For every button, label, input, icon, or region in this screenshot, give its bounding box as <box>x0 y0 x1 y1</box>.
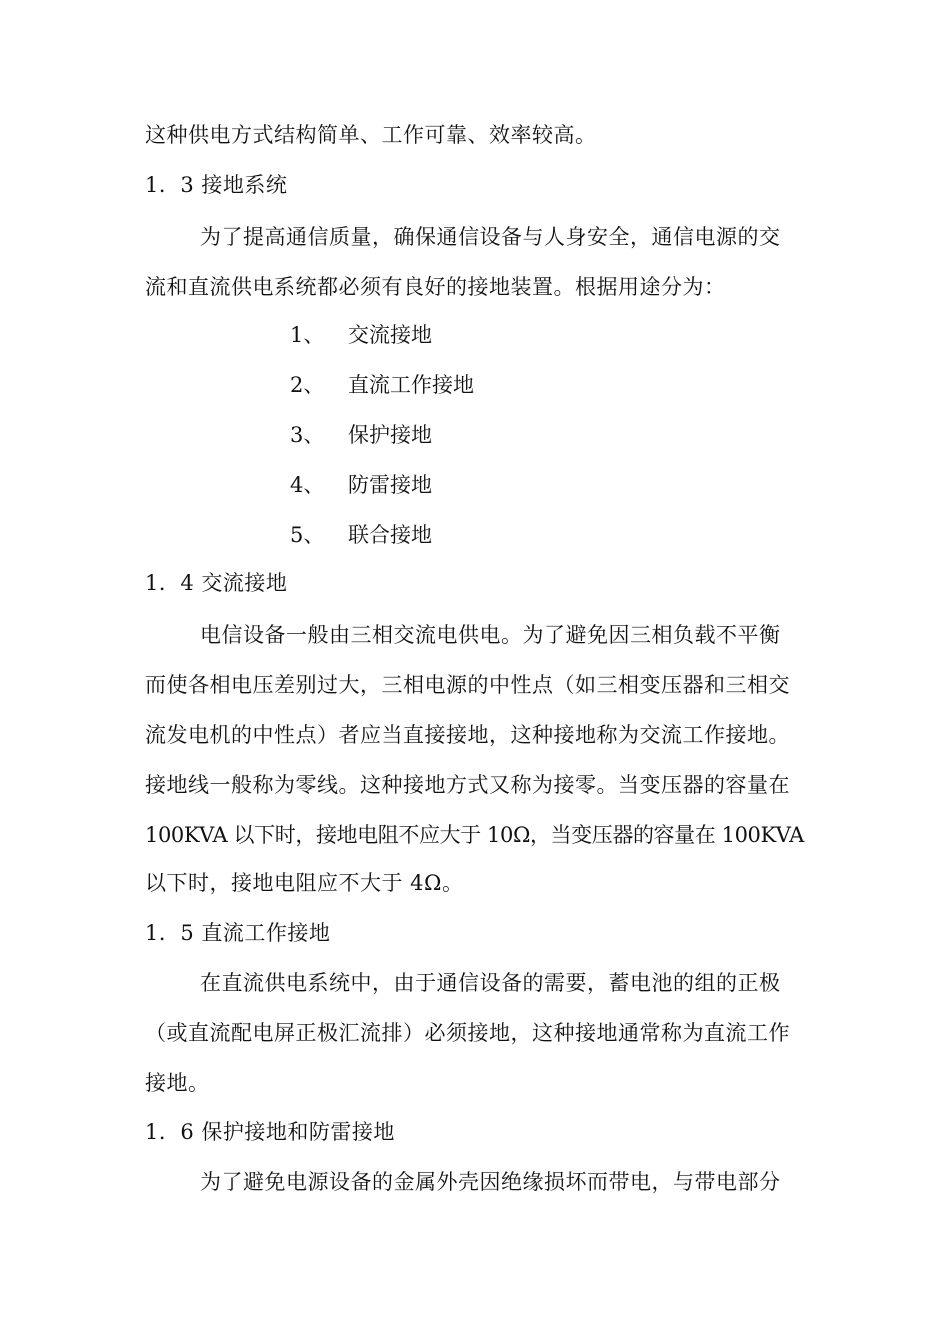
list-item-number: 3、 <box>290 423 325 447</box>
list-item <box>290 370 474 400</box>
paragraph-line: 而使各相电压差别过大，三相电源的中性点（如三相变压器和三相交 <box>145 673 790 697</box>
paragraph-line: 100KVA 以下时，接地电阻不应大于 10Ω，当变压器的容量在 100KVA <box>145 823 804 847</box>
paragraph-line: 接地。 <box>145 1071 210 1095</box>
paragraph-line: （或直流配电屏正极汇流排）必须接地，这种接地通常称为直流工作 <box>145 1021 790 1045</box>
paragraph-line: 为了避免电源设备的金属外壳因绝缘损坏而带电，与带电部分 <box>200 1170 781 1194</box>
list-item-text: 防雷接地 <box>348 473 432 497</box>
list-item-number: 5、 <box>290 523 325 547</box>
section-heading-1-4: 1．4 交流接地 <box>145 571 288 595</box>
list-item-text: 交流接地 <box>348 323 432 347</box>
list-item-number: 1、 <box>290 323 325 347</box>
paragraph-line: 电信设备一般由三相交流电供电。为了避免因三相负载不平衡 <box>200 623 781 647</box>
paragraph-line: 流和直流供电系统都必须有良好的接地装置。根据用途分为： <box>145 275 726 299</box>
paragraph-line: 在直流供电系统中，由于通信设备的需要，蓄电池的组的正极 <box>200 971 781 995</box>
paragraph-line: 接地线一般称为零线。这种接地方式又称为接零。当变压器的容量在 <box>145 773 790 797</box>
paragraph-line: 这种供电方式结构简单、工作可靠、效率较高。 <box>145 123 597 147</box>
list-item-number: 4、 <box>290 473 325 497</box>
list-item <box>290 420 432 450</box>
list-item-text: 联合接地 <box>348 523 432 547</box>
section-heading-1-6: 1．6 保护接地和防雷接地 <box>145 1120 395 1144</box>
section-heading-1-5: 1．5 直流工作接地 <box>145 921 331 945</box>
section-heading-1-3: 1．3 接地系统 <box>145 173 288 197</box>
paragraph-line: 流发电机的中性点）者应当直接接地，这种接地称为交流工作接地。 <box>145 723 790 747</box>
list-item-text: 直流工作接地 <box>348 373 474 397</box>
list-item-text: 保护接地 <box>348 423 432 447</box>
paragraph-line: 以下时，接地电阻应不大于 4Ω。 <box>145 871 464 895</box>
list-item <box>290 320 432 350</box>
list-item <box>290 520 432 550</box>
list-item-number: 2、 <box>290 373 325 397</box>
paragraph-line: 为了提高通信质量，确保通信设备与人身安全，通信电源的交 <box>200 225 781 249</box>
list-item <box>290 470 432 500</box>
